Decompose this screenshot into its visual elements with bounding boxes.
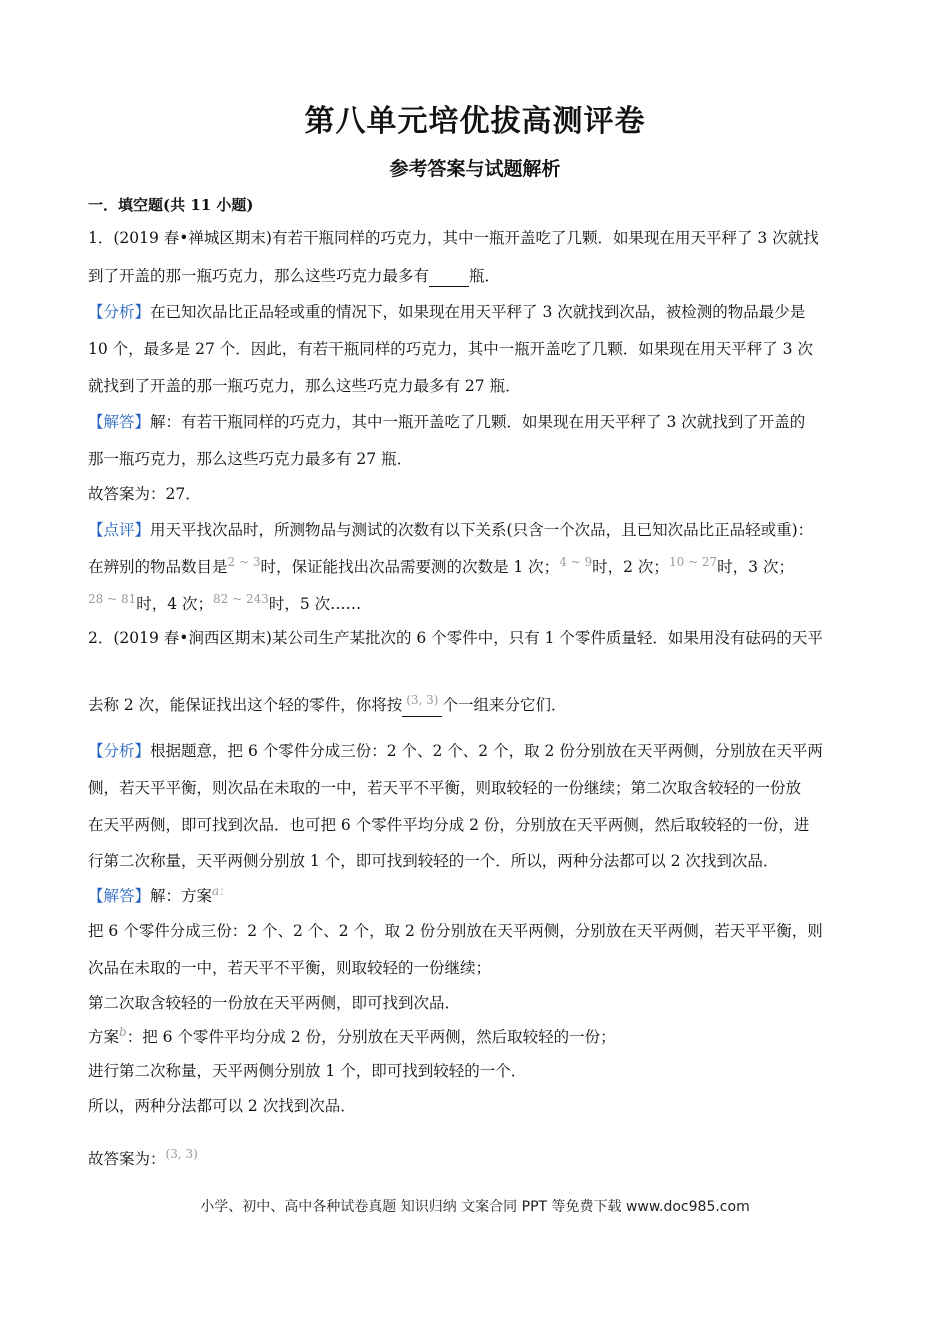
q2-analysis-line2: 侧，若天平平衡，则次品在未取的一中，若天平不平衡，则取较轻的一份继续；第二次取含较轻的一份放 [88, 779, 802, 797]
q1-analysis-line1 [88, 302, 805, 322]
q1-comment-text3a: 时，4 次； [136, 595, 214, 613]
q2-final-label: 故答案为： [88, 1150, 166, 1168]
q1-analysis-line3: 就找到了开盖的那一瓶巧克力，那么这些巧克力最多有 27 瓶． [88, 377, 521, 395]
q2-solution-line3: 第二次取含较轻的一份放在天平两侧，即可找到次品． [88, 994, 461, 1012]
q1-stem-text: 到了开盖的那一瓶巧克力，那么这些巧克力最多有 [88, 267, 430, 285]
math-range-4-9: 4 ~ 9 [559, 555, 593, 569]
q2-analysis-text1: 根据题意，把 6 个零件分成三份：2 个、2 个、2 个，取 2 份分别放在天平两侧，分别放在天平两 [150, 742, 823, 760]
q1-analysis-text1: 在已知次品比正品轻或重的情况下，如果现在用天平秤了 3 次就找到次品，被检测的物品最少是 [150, 303, 806, 321]
q2-stem-text: 去称 2 次，能保证找出这个轻的零件，你将按 [88, 696, 403, 714]
q2-solution-line6: 所以，两种分法都可以 2 次找到次品． [88, 1097, 356, 1115]
q1-analysis-line2: 10 个，最多是 27 个．因此，有若干瓶同样的巧克力，其中一瓶开盖吃了几颗．如果现在用天平秤了 3 次 [88, 340, 813, 358]
footer-watermark: 小学、初中、高中各种试卷真题 知识归纳 文案合同 PPT 等免费下载 www.doc985.com [200, 1199, 750, 1215]
q2-final-answer [88, 1149, 198, 1170]
q2-stem-line1: 2．(2019 春•涧西区期末)某公司生产某批次的 6 个零件中，只有 1 个零件质量轻．如果用没有砝码的天平 [88, 629, 823, 647]
q2-stem-end: 个一组来分它们． [442, 696, 567, 714]
q2-stem-line2 [88, 695, 567, 717]
q1-comment-text1: 用天平找次品时，所测物品与测试的次数有以下关系(只含一个次品，且已知次品比正品轻或重)： [150, 521, 814, 539]
q2-solution-line4 [88, 1027, 616, 1048]
q1-answer-line2: 那一瓶巧克力，那么这些巧克力最多有 27 瓶． [88, 450, 413, 468]
q2-blank-answer: (3, 3) [406, 693, 439, 707]
q2-solution-text4a: 方案 [88, 1028, 120, 1046]
q1-comment-line1 [88, 520, 813, 540]
answer-tag: 【解答】 [88, 413, 151, 431]
q1-answer-text1: 解：有若干瓶同样的巧克力，其中一瓶开盖吃了几颗．如果现在用天平秤了 3 次就找到了开盖的 [150, 413, 806, 431]
q1-comment-line2 [88, 557, 794, 578]
q2-answer-line1 [88, 886, 231, 907]
page-title: 第八单元培优拔高测评卷 [304, 104, 646, 139]
plan-a-variable: a [212, 884, 220, 898]
q2-solution-line1: 把 6 个零件分成三份：2 个、2 个、2 个，取 2 份分别放在天平两侧，分别放在天平两侧，若天平平衡，则 [88, 922, 823, 940]
section-heading: 一．填空题(共 11 小题) [88, 196, 254, 214]
q1-answer-line1 [88, 412, 805, 432]
plan-b-variable: b [119, 1025, 127, 1039]
q1-comment-text2d: 时，3 次； [717, 558, 794, 576]
q2-answer-text1: 解：方案 [150, 887, 213, 905]
q2-answer-blank [402, 695, 442, 717]
q1-comment-text2c: 时，2 次； [592, 558, 669, 576]
math-range-82-243: 82 ~ 243 [213, 592, 269, 606]
math-range-28-81: 28 ~ 81 [88, 592, 137, 606]
q1-stem-line1: 1．(2019 春•禅城区期末)有若干瓶同样的巧克力，其中一瓶开盖吃了几颗．如果现在用天平秤了 3 次就找 [88, 229, 819, 247]
analysis-tag: 【分析】 [88, 303, 151, 321]
q1-comment-text2a: 在辨别的物品数目是 [88, 558, 228, 576]
q1-comment-line3 [88, 594, 361, 615]
q2-analysis-line3: 在天平两侧，即可找到次品．也可把 6 个零件平均分成 2 份，分别放在天平两侧，然后取较轻的一份，进 [88, 816, 810, 834]
analysis-tag-2: 【分析】 [88, 742, 151, 760]
q1-comment-text2b: 时，保证能找出次品需要测的次数是 1 次； [260, 558, 560, 576]
q1-answer-blank [429, 266, 469, 287]
q2-analysis-line1 [88, 741, 823, 761]
math-range-10-27: 10 ~ 27 [668, 555, 718, 569]
page-subtitle: 参考答案与试题解析 [389, 158, 561, 180]
q2-solution-line2: 次品在未取的一中，若天平不平衡，则取较轻的一份继续； [88, 959, 492, 977]
q2-final-math: (3, 3) [165, 1147, 198, 1161]
q2-solution-text4b: ：把 6 个零件平均分成 2 份，分别放在天平两侧，然后取较轻的一份； [126, 1028, 616, 1046]
q2-analysis-line4: 行第二次称量，天平两侧分别放 1 个，即可找到较轻的一个．所以，两种分法都可以 2 次找到次品． [88, 852, 779, 870]
math-range-2-3: 2 ~ 3 [227, 555, 261, 569]
q1-stem-line2 [88, 266, 500, 287]
plan-a-colon: ： [219, 884, 232, 898]
q1-final-answer: 故答案为：27． [88, 485, 201, 503]
q1-comment-text3b: 时，5 次…… [268, 595, 362, 613]
q2-solution-line5: 进行第二次称量，天平两侧分别放 1 个，即可找到较轻的一个． [88, 1062, 527, 1080]
comment-tag: 【点评】 [88, 521, 151, 539]
answer-tag-2: 【解答】 [88, 887, 151, 905]
q1-stem-end: 瓶． [469, 267, 501, 285]
